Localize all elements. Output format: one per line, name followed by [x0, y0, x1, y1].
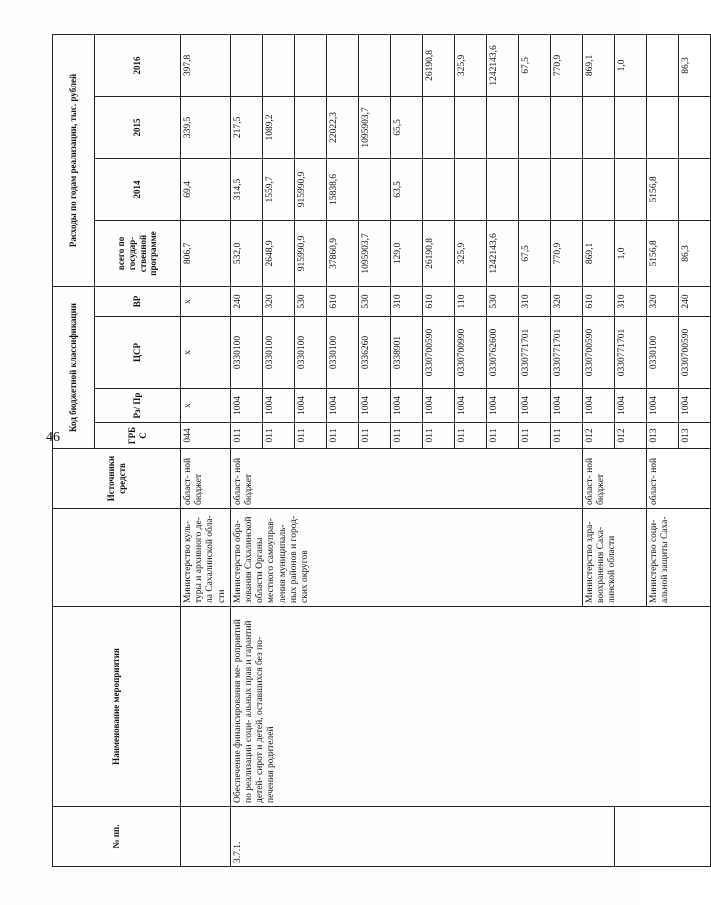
cell-total: 2648,9: [262, 220, 294, 286]
cell-total: 325,9: [454, 220, 486, 286]
cell-grbs: 011: [422, 423, 454, 449]
cell-total: 1,0: [614, 220, 646, 286]
cell-grbs: 011: [294, 423, 326, 449]
cell-2015: [454, 96, 486, 158]
cell-executor: Министерство обра- зования Сахалинской области Органы местного самоуправ- ления муниципаль- ных районов и город- ских округов: [230, 509, 582, 607]
cell-csr: 0330100: [262, 317, 294, 389]
cell-grbs: 011: [390, 423, 422, 449]
cell-2015: 1095903,7: [358, 96, 390, 158]
cell-2016: [358, 34, 390, 96]
cell-total: 915990,9: [294, 220, 326, 286]
cell-2016: [262, 34, 294, 96]
rotated-table-frame: [52, 35, 691, 867]
cell-2016: 325,9: [454, 34, 486, 96]
cell-grbs: 011: [454, 423, 486, 449]
cell-csr: 0338901: [390, 317, 422, 389]
cell-2014: [678, 158, 710, 220]
cell-2014: [358, 158, 390, 220]
cell-source: област- ной бюджет: [181, 449, 231, 509]
cell-vr: 610: [422, 286, 454, 316]
cell-2014: 314,5: [230, 158, 262, 220]
cell-total: 869,1: [582, 220, 614, 286]
cell-grbs: 012: [582, 423, 614, 449]
cell-grbs: 011: [486, 423, 518, 449]
cell-csr: 0330700990: [454, 317, 486, 389]
cell-csr: 0330700590: [582, 317, 614, 389]
cell-csr: 0330700590: [422, 317, 454, 389]
cell-vr: 530: [294, 286, 326, 316]
cell-vr: x: [181, 286, 231, 316]
header-classification-group: Код бюджетной классификации: [53, 286, 95, 448]
cell-rzpr: 1004: [582, 389, 614, 423]
cell-2014: 5156,8: [646, 158, 678, 220]
cell-event: [181, 607, 231, 807]
cell-2015: [678, 96, 710, 158]
cell-2016: [294, 34, 326, 96]
cell-rzpr: 1004: [422, 389, 454, 423]
cell-grbs: 011: [358, 423, 390, 449]
cell-grbs: 044: [181, 423, 231, 449]
cell-executor: Министерство здра- воохранения Саха- линской области: [582, 509, 646, 607]
cell-total: 532,0: [230, 220, 262, 286]
cell-csr: 0330100: [294, 317, 326, 389]
cell-rzpr: 1004: [294, 389, 326, 423]
cell-2015: 65,5: [390, 96, 422, 158]
cell-2014: [582, 158, 614, 220]
cell-event: Обеспечение финансирования ме- роприятий по реализации соци- альных прав и гарантий детей- сирот и детей, оставшихся без по- печения родителей: [230, 607, 710, 807]
cell-2014: [454, 158, 486, 220]
cell-grbs: 013: [678, 423, 710, 449]
cell-2015: [646, 96, 678, 158]
cell-csr: x: [181, 317, 231, 389]
cell-2014: 69,4: [181, 158, 231, 220]
header-grbs: ГРБ С: [95, 423, 181, 449]
cell-vr: 530: [486, 286, 518, 316]
cell-grbs: 011: [326, 423, 358, 449]
rotated-table-wrapper: [52, 35, 691, 867]
cell-total: 67,5: [518, 220, 550, 286]
cell-2015: [486, 96, 518, 158]
header-csr: ЦСР: [95, 317, 181, 389]
cell-2014: [486, 158, 518, 220]
cell-num: [181, 807, 231, 867]
header-vr: ВР: [95, 286, 181, 316]
cell-rzpr: 1004: [646, 389, 678, 423]
cell-vr: 320: [262, 286, 294, 316]
header-funding-source: Источники средств: [53, 449, 181, 509]
cell-rzpr: 1004: [518, 389, 550, 423]
table-row: [230, 34, 262, 866]
cell-num: 3.7.1.: [230, 807, 614, 867]
cell-2016: 26190,8: [422, 34, 454, 96]
cell-rzpr: 1004: [358, 389, 390, 423]
cell-total: 26190,8: [422, 220, 454, 286]
cell-rzpr: 1004: [550, 389, 582, 423]
cell-csr: 0330771701: [614, 317, 646, 389]
header-event-name: Наименование мероприятия: [53, 607, 181, 807]
cell-2016: 1242143,6: [486, 34, 518, 96]
cell-rzpr: 1004: [390, 389, 422, 423]
header-executor: [53, 509, 181, 607]
cell-2016: 770,9: [550, 34, 582, 96]
cell-total: 770,9: [550, 220, 582, 286]
cell-csr: 0330762600: [486, 317, 518, 389]
cell-rzpr: 1004: [230, 389, 262, 423]
cell-2014: 915990,9: [294, 158, 326, 220]
cell-2016: [646, 34, 678, 96]
cell-vr: 240: [230, 286, 262, 316]
cell-vr: 310: [518, 286, 550, 316]
cell-rzpr: 1004: [678, 389, 710, 423]
cell-vr: 610: [582, 286, 614, 316]
cell-rzpr: 1004: [614, 389, 646, 423]
header-2016: 2016: [95, 34, 181, 96]
budget-table: [52, 34, 711, 867]
cell-2015: 1089,2: [262, 96, 294, 158]
cell-vr: 110: [454, 286, 486, 316]
cell-2015: [550, 96, 582, 158]
cell-executor: Министерство соци- альной защиты Саха-: [646, 509, 710, 607]
cell-source: област- ной бюджет: [230, 449, 582, 509]
cell-total: 129,0: [390, 220, 422, 286]
header-num: № пп.: [53, 807, 181, 867]
cell-2014: [518, 158, 550, 220]
cell-2015: 339,5: [181, 96, 231, 158]
cell-2014: [550, 158, 582, 220]
header-2015: 2015: [95, 96, 181, 158]
cell-total: 5156,8: [646, 220, 678, 286]
cell-csr: 0336260: [358, 317, 390, 389]
table-row: [181, 34, 231, 866]
cell-vr: 610: [326, 286, 358, 316]
cell-2014: [614, 158, 646, 220]
cell-total: 1095903,7: [358, 220, 390, 286]
cell-vr: 530: [358, 286, 390, 316]
cell-2016: 67,5: [518, 34, 550, 96]
cell-grbs: 013: [646, 423, 678, 449]
cell-2015: [294, 96, 326, 158]
cell-total: 37860,9: [326, 220, 358, 286]
cell-2015: [422, 96, 454, 158]
cell-2016: 86,3: [678, 34, 710, 96]
cell-total: 1242143,6: [486, 220, 518, 286]
cell-vr: 310: [390, 286, 422, 316]
cell-2016: [326, 34, 358, 96]
cell-rzpr: x: [181, 389, 231, 423]
cell-grbs: 011: [518, 423, 550, 449]
cell-total: 86,3: [678, 220, 710, 286]
cell-grbs: 012: [614, 423, 646, 449]
header-rz-pr: Рз/ Пр: [95, 389, 181, 423]
cell-2014: 63,5: [390, 158, 422, 220]
cell-grbs: 011: [262, 423, 294, 449]
cell-source: област- ной: [646, 449, 710, 509]
cell-source: област- ной бюджет: [582, 449, 646, 509]
cell-2016: [230, 34, 262, 96]
cell-vr: 240: [678, 286, 710, 316]
cell-csr: 0330100: [646, 317, 678, 389]
cell-2015: [582, 96, 614, 158]
page-number: 46: [46, 430, 60, 445]
cell-grbs: 011: [230, 423, 262, 449]
cell-2015: [614, 96, 646, 158]
cell-2015: 217,5: [230, 96, 262, 158]
cell-vr: 310: [614, 286, 646, 316]
cell-rzpr: 1004: [326, 389, 358, 423]
cell-vr: 320: [550, 286, 582, 316]
cell-2015: [518, 96, 550, 158]
cell-2014: 15838,6: [326, 158, 358, 220]
cell-csr: 0330700590: [678, 317, 710, 389]
cell-csr: 0330100: [326, 317, 358, 389]
cell-2015: 22022,3: [326, 96, 358, 158]
cell-2016: [390, 34, 422, 96]
cell-2016: 1,0: [614, 34, 646, 96]
cell-2016: 397,8: [181, 34, 231, 96]
header-total: всего по государ- ственной программе: [95, 220, 181, 286]
header-2014: 2014: [95, 158, 181, 220]
cell-csr: 0330771701: [518, 317, 550, 389]
header-expenses-group: Расходы по годам реализации, тыс. рублей: [53, 34, 95, 286]
cell-csr: 0330771701: [550, 317, 582, 389]
cell-vr: 320: [646, 286, 678, 316]
cell-2014: [422, 158, 454, 220]
cell-2016: 869,1: [582, 34, 614, 96]
cell-total: 806,7: [181, 220, 231, 286]
cell-grbs: 011: [550, 423, 582, 449]
cell-rzpr: 1004: [262, 389, 294, 423]
cell-rzpr: 1004: [486, 389, 518, 423]
cell-2014: 1559,7: [262, 158, 294, 220]
cell-num: [614, 807, 710, 867]
cell-executor: Министерство куль- туры и архивного де- ла Сахалинской обла- сти: [181, 509, 231, 607]
cell-csr: 0330100: [230, 317, 262, 389]
cell-rzpr: 1004: [454, 389, 486, 423]
